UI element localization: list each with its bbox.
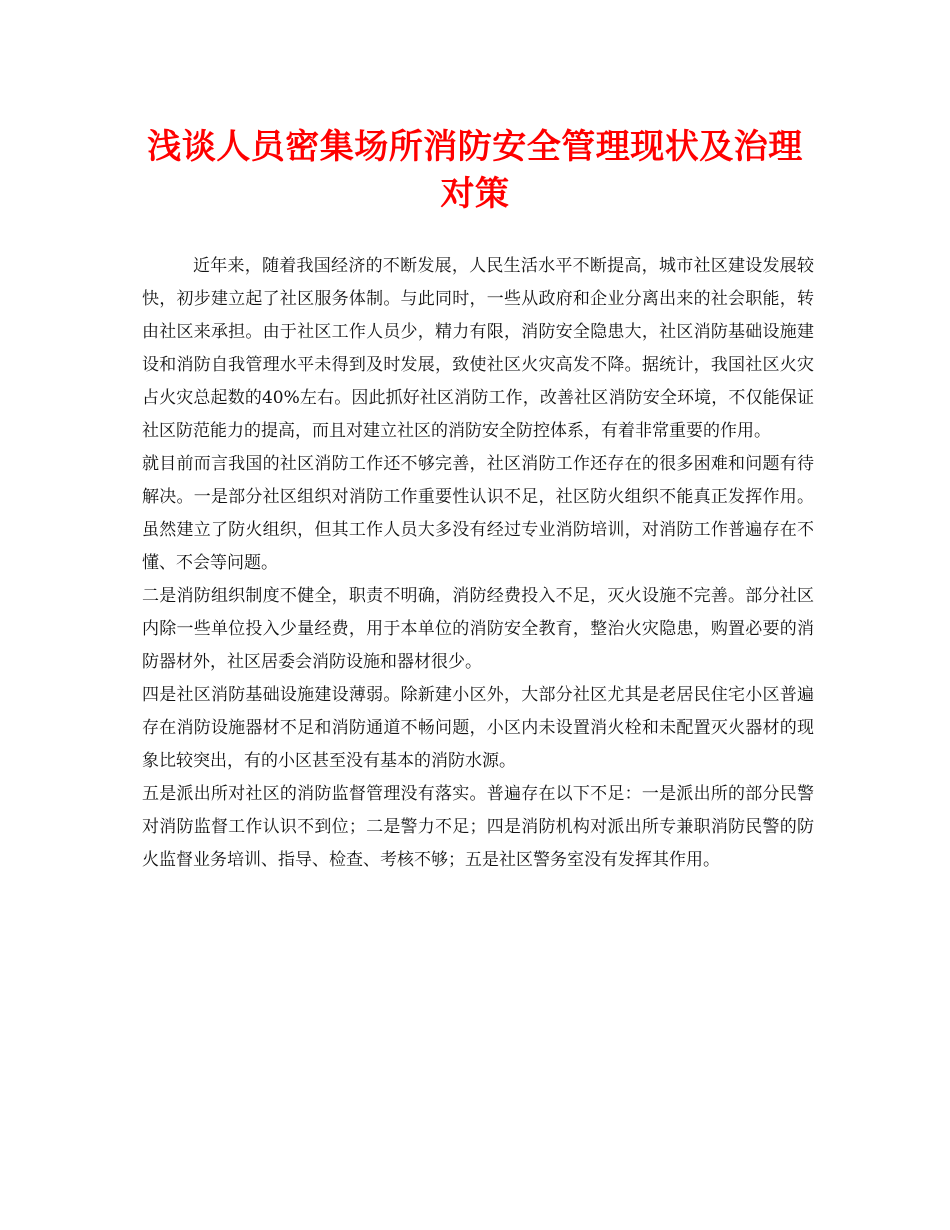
- paragraph-organization-system: 二是消防组织制度不健全，职责不明确，消防经费投入不足，灭火设施不完善。部分社区内除一些单位投入少量经费，用于本单位的消防安全教育，整治火灾隐患，购置必要的消防器材外，社区居委会消防设施和器材很少。: [142, 586, 814, 672]
- paragraph-infrastructure: 四是社区消防基础设施建设薄弱。除新建小区外，大部分社区尤其是老居民住宅小区普遍存在消防设施器材不足和消防通道不畅问题，小区内未设置消火栓和未配置灭火器材的现象比较突出，有的小区甚至没有基本的消防水源。: [142, 685, 814, 771]
- paragraph-current-problems: 就目前而言我国的社区消防工作还不够完善，社区消防工作还存在的很多困难和问题有待解决。一是部分社区组织对消防工作重要性认识不足，社区防火组织不能真正发挥作用。虽然建立了防火组织，但其工作人员大多没有经过专业消防培训，对消防工作普遍存在不懂、不会等问题。: [142, 454, 814, 573]
- paragraph-intro: 近年来，随着我国经济的不断发展，人民生活水平不断提高，城市社区建设发展较快，初步建立起了社区服务体制。与此同时，一些从政府和企业分离出来的社会职能，转由社区来承担。由于社区工作人员少，精力有限，消防安全隐患大，社区消防基础设施建设和消防自我管理水平未得到及时发展，致使社区火灾高发不降。据统计，我国社区火灾占火灾总起数的40%左右。因此抓好社区消防工作，改善社区消防安全环境，不仅能保证社区防范能力的提高，而且对建立社区的消防安全防控体系，有着非常重要的作用。: [142, 256, 814, 441]
- paragraph-police-supervision: 五是派出所对社区的消防监督管理没有落实。普遍存在以下不足：一是派出所的部分民警对消防监督工作认识不到位；二是警力不足；四是消防机构对派出所专兼职消防民警的防火监督业务培训、指导、检查、考核不够；五是社区警务室没有发挥其作用。: [142, 784, 814, 870]
- document-body: [142, 250, 814, 877]
- document-title: 浅谈人员密集场所消防安全管理现状及治理对策: [147, 127, 803, 214]
